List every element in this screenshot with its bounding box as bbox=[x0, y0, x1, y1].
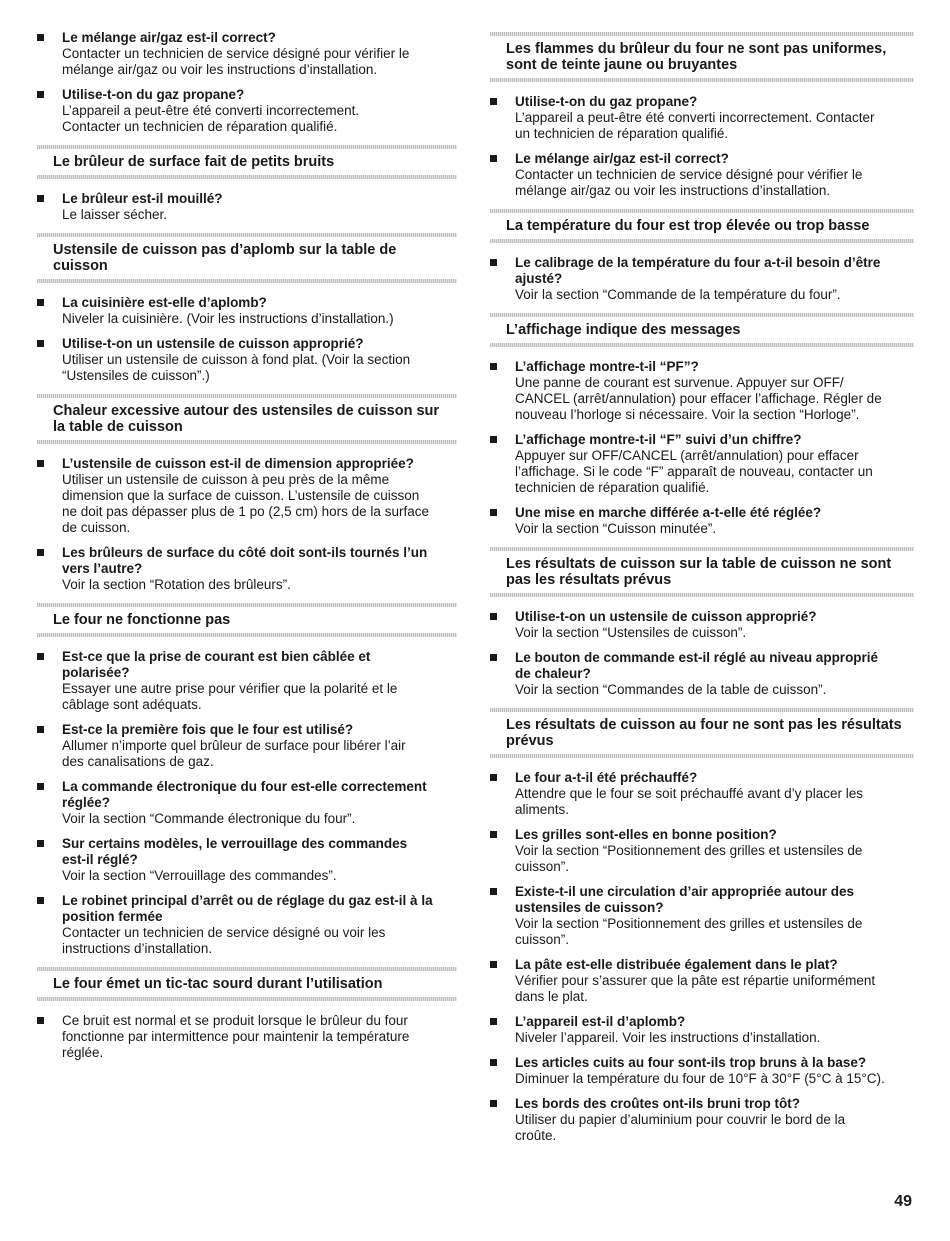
square-bullet-icon bbox=[37, 549, 44, 556]
section-header bbox=[37, 603, 457, 637]
divider bbox=[37, 633, 457, 637]
section-excessive-heat bbox=[37, 394, 457, 593]
question: Est-ce que la prise de courant est bien câblée et polarisée? bbox=[62, 649, 371, 680]
list-item bbox=[490, 1014, 914, 1046]
square-bullet-icon bbox=[37, 726, 44, 733]
divider bbox=[37, 440, 457, 444]
question: Utilise-t-on un ustensile de cuisson approprié? bbox=[62, 336, 364, 351]
question: Le mélange air/gaz est-il correct? bbox=[515, 151, 729, 166]
section-header bbox=[37, 394, 457, 444]
square-bullet-icon bbox=[37, 840, 44, 847]
section-heading: L’affichage indique des messages bbox=[506, 322, 741, 338]
divider bbox=[37, 997, 457, 1001]
square-bullet-icon bbox=[490, 259, 497, 266]
section-header bbox=[37, 145, 457, 179]
answer: Voir la section “Cuisson minutée”. bbox=[515, 521, 717, 536]
square-bullet-icon bbox=[490, 509, 497, 516]
section-header bbox=[490, 209, 914, 243]
list-item bbox=[37, 836, 457, 884]
list-item bbox=[490, 505, 914, 537]
answer: Voir la section “Positionnement des grilles et ustensiles de cuisson”. bbox=[515, 843, 863, 874]
section-heading: Ustensile de cuisson pas d’aplomb sur la table de cuisson bbox=[53, 242, 397, 274]
square-bullet-icon bbox=[490, 1100, 497, 1107]
list-item bbox=[37, 893, 457, 957]
answer: L’appareil a peut-être été converti incorrectement. Contacter un technicien de réparation qualifié. bbox=[515, 110, 875, 141]
square-bullet-icon bbox=[490, 831, 497, 838]
square-bullet-icon bbox=[490, 98, 497, 105]
answer: Voir la section “Rotation des brûleurs”. bbox=[62, 577, 291, 592]
question: L’ustensile de cuisson est-il de dimension appropriée? bbox=[62, 456, 414, 471]
answer: Voir la section “Verrouillage des commandes”. bbox=[62, 868, 337, 883]
square-bullet-icon bbox=[490, 654, 497, 661]
square-bullet-icon bbox=[37, 195, 44, 202]
list-item bbox=[490, 827, 914, 875]
section-cooktop-results bbox=[490, 547, 914, 698]
question: Le mélange air/gaz est-il correct? bbox=[62, 30, 276, 45]
answer: Voir la section “Ustensiles de cuisson”. bbox=[515, 625, 747, 640]
list-item bbox=[37, 295, 457, 327]
square-bullet-icon bbox=[490, 1018, 497, 1025]
divider bbox=[490, 754, 914, 758]
answer: Voir la section “Commande électronique du four”. bbox=[62, 811, 356, 826]
answer: Utiliser du papier d’aluminium pour couvrir le bord de la croûte. bbox=[515, 1112, 846, 1143]
square-bullet-icon bbox=[37, 897, 44, 904]
answer: Niveler l’appareil. Voir les instructions d’installation. bbox=[515, 1030, 821, 1045]
section-heading: Les flammes du brûleur du four ne sont pas uniformes, sont de teinte jaune ou bruyantes bbox=[506, 41, 887, 73]
list-item bbox=[37, 1013, 457, 1061]
list-item bbox=[37, 545, 457, 593]
section-oven-results bbox=[490, 708, 914, 1144]
answer: Allumer n’importe quel brûleur de surface pour libérer l’air des canalisations de gaz. bbox=[62, 738, 406, 769]
divider bbox=[490, 78, 914, 82]
section-heading: Les résultats de cuisson sur la table de cuisson ne sont pas les résultats prévus bbox=[506, 556, 892, 588]
square-bullet-icon bbox=[490, 436, 497, 443]
square-bullet-icon bbox=[490, 155, 497, 162]
answer: Voir la section “Positionnement des grilles et ustensiles de cuisson”. bbox=[515, 916, 863, 947]
section-header bbox=[37, 967, 457, 1001]
section-header bbox=[490, 708, 914, 758]
question: Le calibrage de la température du four a-t-il besoin d’être ajusté? bbox=[515, 255, 881, 286]
list-item bbox=[490, 957, 914, 1005]
answer: Utiliser un ustensile de cuisson à peu près de la même dimension que la surface de cuisson. L’ustensile de cuisson ne doit pas dépasser plus de 1 po (2,5 cm) hors de la surface de cuisson. bbox=[62, 472, 429, 535]
question: La commande électronique du four est-elle correctement réglée? bbox=[62, 779, 427, 810]
square-bullet-icon bbox=[37, 653, 44, 660]
answer: Voir la section “Commande de la température du four”. bbox=[515, 287, 841, 302]
square-bullet-icon bbox=[37, 1017, 44, 1024]
question: L’affichage montre-t-il “F” suivi d’un chiffre? bbox=[515, 432, 802, 447]
list-item bbox=[37, 87, 457, 135]
list-item bbox=[37, 191, 457, 223]
answer: Appuyer sur OFF/CANCEL (arrêt/annulation) pour effacer l’affichage. Si le code “F” apparaît de nouveau, contacter un technicien de réparation qualifié. bbox=[515, 448, 873, 495]
section-cookware-not-level bbox=[37, 233, 457, 384]
answer: Une panne de courant est survenue. Appuyer sur OFF/ CANCEL (arrêt/annulation) pour effacer l’affichage. Régler de nouveau l’horloge si nécessaire. Voir la section “Horloge”. bbox=[515, 375, 882, 422]
list-item bbox=[490, 94, 914, 142]
divider bbox=[490, 593, 914, 597]
question: Utilise-t-on du gaz propane? bbox=[62, 87, 245, 102]
section-header bbox=[490, 313, 914, 347]
square-bullet-icon bbox=[490, 961, 497, 968]
question: Une mise en marche différée a-t-elle été réglée? bbox=[515, 505, 822, 520]
section-heading: Le four émet un tic-tac sourd durant l’utilisation bbox=[53, 976, 383, 992]
list-item bbox=[37, 722, 457, 770]
section-display-messages bbox=[490, 313, 914, 537]
list-item bbox=[490, 359, 914, 423]
square-bullet-icon bbox=[37, 34, 44, 41]
divider bbox=[490, 343, 914, 347]
section-oven-temperature bbox=[490, 209, 914, 303]
square-bullet-icon bbox=[490, 888, 497, 895]
question: Le robinet principal d’arrêt ou de réglage du gaz est-il à la position fermée bbox=[62, 893, 433, 924]
divider bbox=[490, 239, 914, 243]
answer: Contacter un technicien de service désigné pour vérifier le mélange air/gaz ou voir les instructions d’installation. bbox=[62, 46, 410, 77]
question: Le bouton de commande est-il réglé au niveau approprié de chaleur? bbox=[515, 650, 879, 681]
question: L’appareil est-il d’aplomb? bbox=[515, 1014, 686, 1029]
question: Utilise-t-on un ustensile de cuisson approprié? bbox=[515, 609, 817, 624]
question: Le four a-t-il été préchauffé? bbox=[515, 770, 698, 785]
question: Existe-t-il une circulation d’air appropriée autour des ustensiles de cuisson? bbox=[515, 884, 855, 915]
square-bullet-icon bbox=[37, 783, 44, 790]
section-heading: Chaleur excessive autour des ustensiles de cuisson sur la table de cuisson bbox=[53, 403, 440, 435]
left-column bbox=[37, 30, 457, 1071]
divider bbox=[37, 279, 457, 283]
section-heading: Les résultats de cuisson au four ne sont pas les résultats prévus bbox=[506, 717, 902, 749]
question: L’affichage montre-t-il “PF”? bbox=[515, 359, 699, 374]
answer: Voir la section “Commandes de la table de cuisson”. bbox=[515, 682, 827, 697]
question: La pâte est-elle distribuée également dans le plat? bbox=[515, 957, 838, 972]
square-bullet-icon bbox=[37, 460, 44, 467]
answer: Le laisser sécher. bbox=[62, 207, 168, 222]
square-bullet-icon bbox=[37, 340, 44, 347]
answer: Attendre que le four se soit préchauffé avant d’y placer les aliments. bbox=[515, 786, 863, 817]
list-item bbox=[490, 770, 914, 818]
square-bullet-icon bbox=[490, 363, 497, 370]
section-surface-burner-noise bbox=[37, 145, 457, 223]
question: Le brûleur est-il mouillé? bbox=[62, 191, 223, 206]
square-bullet-icon bbox=[490, 774, 497, 781]
square-bullet-icon bbox=[37, 299, 44, 306]
question: Les brûleurs de surface du côté doit sont-ils tournés l’un vers l’autre? bbox=[62, 545, 428, 576]
question: Est-ce la première fois que le four est utilisé? bbox=[62, 722, 354, 737]
section-oven-not-working bbox=[37, 603, 457, 957]
list-item bbox=[37, 456, 457, 536]
question: Utilise-t-on du gaz propane? bbox=[515, 94, 698, 109]
answer: Diminuer la température du four de 10°F à 30°F (5°C à 15°C). bbox=[515, 1071, 885, 1086]
list-item bbox=[490, 151, 914, 199]
square-bullet-icon bbox=[37, 91, 44, 98]
square-bullet-icon bbox=[490, 613, 497, 620]
question: Les grilles sont-elles en bonne position? bbox=[515, 827, 777, 842]
list-item bbox=[37, 336, 457, 384]
question: La cuisinière est-elle d’aplomb? bbox=[62, 295, 267, 310]
list-item bbox=[490, 884, 914, 948]
list-item bbox=[37, 649, 457, 713]
question: Sur certains modèles, le verrouillage des commandes est-il réglé? bbox=[62, 836, 408, 867]
list-item bbox=[37, 779, 457, 827]
answer: Contacter un technicien de service désigné pour vérifier le mélange air/gaz ou voir les instructions d’installation. bbox=[515, 167, 863, 198]
list-item bbox=[490, 255, 914, 303]
list-item bbox=[490, 432, 914, 496]
section-heading: Le brûleur de surface fait de petits bruits bbox=[53, 154, 335, 170]
list-item bbox=[490, 1055, 914, 1087]
page-number: 49 bbox=[894, 1193, 912, 1210]
answer: L’appareil a peut-être été converti incorrectement. Contacter un technicien de réparation qualifié. bbox=[62, 103, 360, 134]
list-item bbox=[490, 1096, 914, 1144]
list-item bbox=[490, 609, 914, 641]
section-heading: Le four ne fonctionne pas bbox=[53, 612, 231, 628]
answer: Essayer une autre prise pour vérifier que la polarité et le câblage sont adéquats. bbox=[62, 681, 398, 712]
list-item bbox=[490, 650, 914, 698]
answer: Ce bruit est normal et se produit lorsque le brûleur du four fonctionne par intermittence pour maintenir la température réglée. bbox=[62, 1013, 410, 1060]
answer: Utiliser un ustensile de cuisson à fond plat. (Voir la section “Ustensiles de cuisson”.) bbox=[62, 352, 411, 383]
section-heading: La température du four est trop élevée ou trop basse bbox=[506, 218, 870, 234]
section-header bbox=[37, 233, 457, 283]
answer: Niveler la cuisinière. (Voir les instructions d’installation.) bbox=[62, 311, 394, 326]
question: Les articles cuits au four sont-ils trop bruns à la base? bbox=[515, 1055, 867, 1070]
divider bbox=[37, 175, 457, 179]
section-header bbox=[490, 32, 914, 82]
list-item bbox=[37, 30, 457, 78]
question: Les bords des croûtes ont-ils bruni trop tôt? bbox=[515, 1096, 801, 1111]
section-burner-flames bbox=[490, 32, 914, 199]
square-bullet-icon bbox=[490, 1059, 497, 1066]
answer: Vérifier pour s’assurer que la pâte est répartie uniformément dans le plat. bbox=[515, 973, 876, 1004]
section-ticking-noise bbox=[37, 967, 457, 1061]
section-header bbox=[490, 547, 914, 597]
right-column bbox=[490, 30, 914, 1154]
answer: Contacter un technicien de service désigné ou voir les instructions d’installation. bbox=[62, 925, 386, 956]
intro-section bbox=[37, 30, 457, 135]
